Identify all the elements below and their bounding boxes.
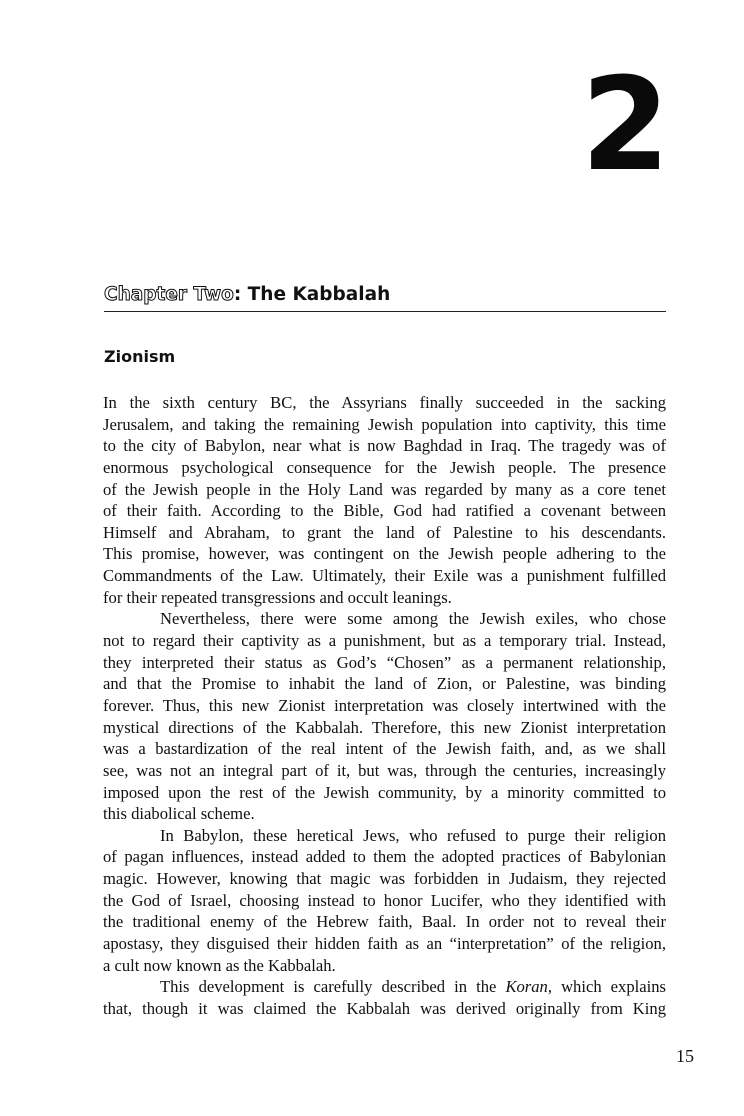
body-line: the God of Israel, choosing instead to honor Lucifer, who they identified with — [103, 890, 666, 910]
body-line: magic. However, knowing that magic was forbidden in Judaism, they rejected — [103, 869, 666, 889]
body-line: mystical directions of the Kabbalah. Therefore, this new Zionist interpretation — [103, 717, 666, 737]
body-line: this diabolical scheme. — [103, 804, 255, 824]
body-line: to the city of Babylon, near what is now Baghdad in Iraq. The tragedy was of — [103, 436, 666, 456]
body-line: the traditional enemy of the Hebrew faith, Baal. In order not to reveal their — [103, 912, 666, 932]
chapter-number: 2 — [580, 51, 668, 200]
chapter-separator: : — [233, 284, 248, 305]
body-line: and that the Promise to inhabit the land of Zion, or Palestine, was binding — [103, 674, 666, 694]
body-line: not to regard their captivity as a punishment, but as a temporary trial. Instead, — [103, 631, 666, 651]
body-line: they interpreted their status as God’s “Chosen” as a permanent relationship, — [103, 652, 666, 672]
koran-line-start: This development is carefully described in the — [160, 977, 506, 997]
body-line: This promise, however, was contingent on the Jewish people adhering to the — [103, 544, 666, 564]
body-line: see, was not an integral part of it, but was, through the centuries, increasingly — [103, 760, 666, 780]
koran-italic: Koran — [505, 977, 548, 997]
body-line — [103, 976, 666, 998]
body-line: of their faith. According to the Bible, God had ratified a covenant between — [103, 501, 666, 521]
page-number: 15 — [676, 1046, 694, 1066]
body-line: Jerusalem, and taking the remaining Jewish population into captivity, this time — [103, 414, 666, 434]
chapter-label: Chapter Two — [104, 284, 234, 305]
body-text — [103, 392, 666, 1020]
body-line: of pagan influences, instead added to them the adopted practices of Babylonian — [103, 847, 666, 867]
chapter-heading — [104, 283, 666, 312]
chapter-title: The Kabbalah — [247, 284, 391, 305]
body-line: Nevertheless, there were some among the Jewish exiles, who chose — [160, 609, 666, 629]
body-line: forever. Thus, this new Zionist interpretation was closely intertwined with the — [103, 695, 666, 715]
section-heading: Zionism — [104, 347, 176, 366]
body-line: imposed upon the rest of the Jewish community, by a minority committed to — [103, 782, 666, 802]
body-line: a cult now known as the Kabbalah. — [103, 955, 336, 975]
body-line: In Babylon, these heretical Jews, who refused to purge their religion — [160, 825, 666, 845]
body-line: Himself and Abraham, to grant the land of Palestine to his descendants. — [103, 522, 666, 542]
body-line: enormous psychological consequence for the Jewish people. The presence — [103, 457, 666, 477]
body-line: apostasy, they disguised their hidden faith as an “interpretation” of the religion, — [103, 934, 666, 954]
body-line: for their repeated transgressions and occult leanings. — [103, 587, 452, 607]
koran-line-end: , which explains — [547, 977, 666, 997]
body-line: of the Jewish people in the Holy Land was regarded by many as a core tenet — [103, 479, 666, 499]
body-line: In the sixth century BC, the Assyrians finally succeeded in the sacking — [103, 393, 666, 412]
body-line: Commandments of the Law. Ultimately, their Exile was a punishment fulfilled — [103, 566, 666, 586]
body-line: was a bastardization of the real intent of the Jewish faith, and, as we shall — [103, 739, 666, 759]
body-line: that, though it was claimed the Kabbalah was derived originally from King — [103, 998, 666, 1018]
